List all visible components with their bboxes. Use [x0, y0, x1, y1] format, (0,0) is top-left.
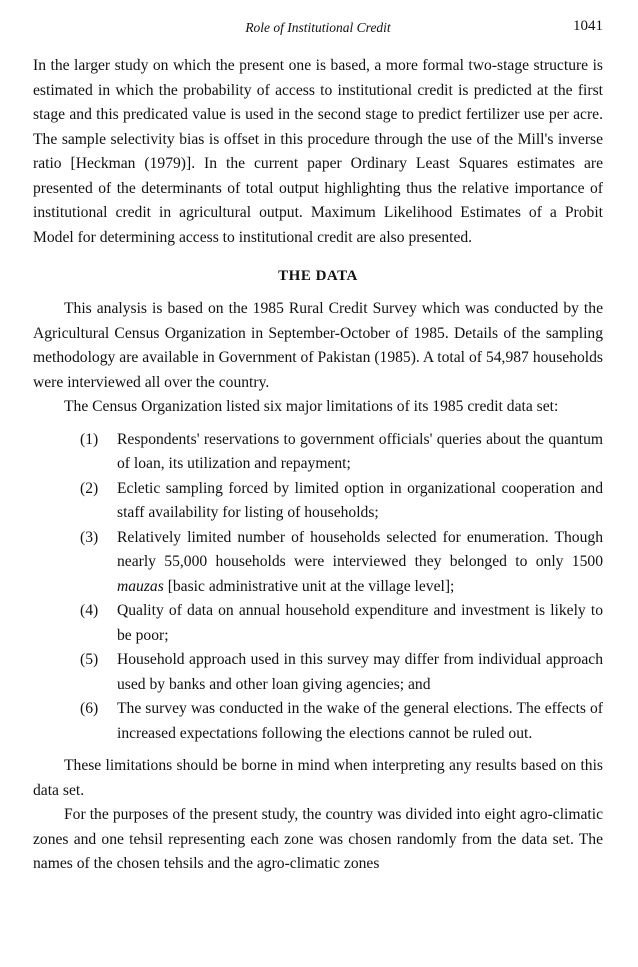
- list-item: [80, 697, 603, 746]
- paragraph-limitations-intro: The Census Organization listed six major limitations of its 1985 credit data set:: [64, 398, 559, 415]
- limitations-list: [80, 428, 603, 747]
- list-item-number: (6): [80, 700, 99, 717]
- paragraph-two-stage-structure: In the larger study on which the present one is based, a more formal two-stage structure is estimated in which the probability of access to institutional credit is predicted at the first stage and this predicated value is used in the second stage to predict fertilizer use per acre. The sample selectivity bias is offset in this procedure through the use of the Mill's inverse ratio [Heckman (1979)]. In the current paper Ordinary Least Squares estimates are presented of the determinants of total output highlighting thus the relative importance of institutional credit in agricultural output. Maximum Likelihood Estimates of a Probit Model for determining access to institutional credit are also presented.: [33, 57, 603, 246]
- paragraph-limitations-note: These limitations should be borne in mind when interpreting any results based on this data set.: [33, 757, 603, 799]
- list-item-number: (1): [80, 430, 99, 448]
- list-item-text: The survey was conducted in the wake of the general elections. The effects of increased expectations following the elections cannot be ruled out.: [117, 700, 603, 742]
- list-item: [80, 599, 603, 648]
- list-item: [80, 477, 603, 526]
- list-item-text-part: [basic administrative unit at the village level];: [163, 577, 455, 595]
- list-item-text: Quality of data on annual household expenditure and investment is likely to be poor;: [117, 602, 603, 644]
- list-item-text: [117, 526, 603, 600]
- list-item: [80, 648, 603, 697]
- list-item: [80, 526, 603, 600]
- paragraph-data-source: This analysis is based on the 1985 Rural Credit Survey which was conducted by the Agricultural Census Organization in September-October of 1985. Details of the sampling methodology are available in Government of Pakistan (1985). A total of 54,987 households were interviewed all over the country.: [33, 300, 603, 391]
- list-item-number: (4): [80, 602, 99, 619]
- list-item-text: Household approach used in this survey may differ from individual approach used by banks and other loan giving agencies; and: [117, 651, 603, 693]
- running-title: Role of Institutional Credit: [245, 20, 391, 35]
- section-heading-the-data: THE DATA: [278, 268, 358, 284]
- page: [33, 18, 603, 877]
- list-item-text-part: Relatively limited number of households selected for enumeration. Though nearly 55,000 households were interviewed they belonged to only 1500: [117, 528, 603, 570]
- list-item-text: Ecletic sampling forced by limited option in organizational cooperation and staff availability for listing of households;: [117, 479, 603, 521]
- list-item-text: Respondents' reservations to government officials' queries about the quantum of loan, its utilization and repayment;: [117, 430, 603, 472]
- page-number: 1041: [573, 18, 603, 34]
- list-item-number: (3): [80, 528, 99, 546]
- paragraph-agro-climatic-zones: For the purposes of the present study, the country was divided into eight agro-climatic zones and one tehsil representing each zone was chosen randomly from the data set. The names of the chosen tehsils and the agro-climatic zones: [33, 806, 603, 872]
- running-header: [33, 18, 603, 42]
- list-item-number: (2): [80, 479, 99, 497]
- list-item-number: (5): [80, 651, 99, 668]
- list-item: [80, 428, 603, 477]
- list-item-text-italic: mauzas: [117, 577, 164, 595]
